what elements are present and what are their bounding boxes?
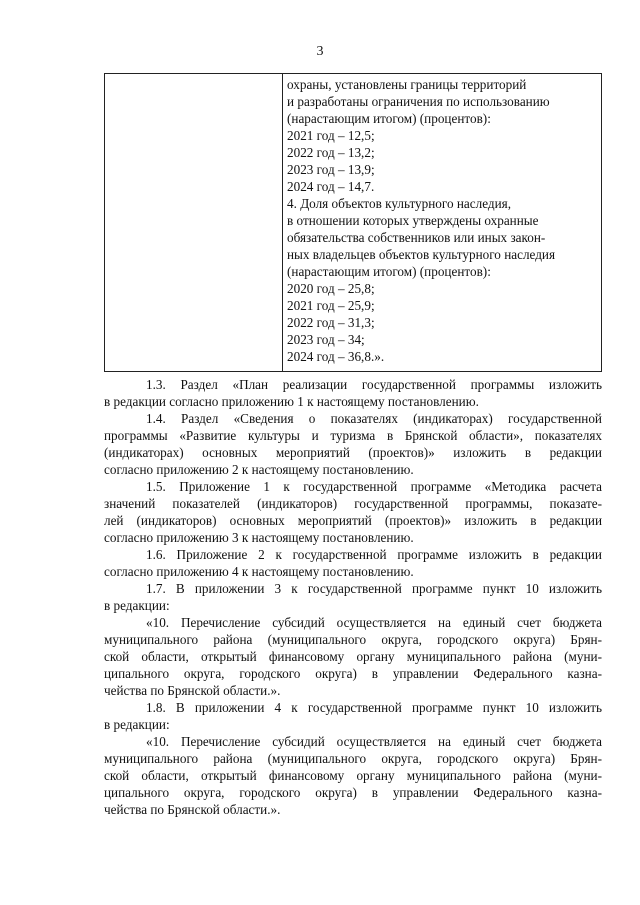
table-cell-line: 2021 год – 25,9;: [287, 298, 375, 313]
paragraph: [104, 478, 602, 546]
paragraph-line: 1.6. Приложение 2 к государственной программе изложить в редакции: [146, 547, 602, 562]
paragraph-line: 1.7. В приложении 3 к государственной программе пункт 10 изложить: [146, 581, 602, 596]
paragraph-line: муниципального района (муниципального округа, городского округа) Брян-: [104, 751, 602, 766]
page-number: 3: [316, 44, 324, 59]
paragraph: [104, 699, 602, 733]
paragraph-line: 1.4. Раздел «Сведения о показателях (индикаторах) государственной: [146, 411, 602, 426]
table-right-cell: [287, 76, 597, 365]
indicator-table: [104, 73, 602, 372]
table-cell-line: и разработаны ограничения по использованию: [287, 94, 550, 109]
table-cell-line: охраны, установлены границы территорий: [287, 77, 527, 92]
paragraph-line: 1.5. Приложение 1 к государственной программе «Методика расчета: [146, 479, 602, 494]
paragraph-line: в редакции согласно приложению 1 к настоящему постановлению.: [104, 394, 479, 409]
document-body: [104, 376, 602, 818]
paragraph-line: значений показателей (индикаторов) государственной программы, показате-: [104, 496, 602, 511]
paragraph-line: ципального округа, городского округа) в управлении Федерального казна-: [104, 666, 602, 681]
paragraph-line: программы «Развитие культуры и туризма в Брянской области», показателях: [104, 428, 602, 443]
table-cell-line: 2023 год – 34;: [287, 332, 365, 347]
paragraph-line: согласно приложению 2 к настоящему постановлению.: [104, 462, 414, 477]
paragraph-line: (индикаторах) основных мероприятий (проектов)» изложить в редакции: [104, 445, 602, 460]
table-cell-line: (нарастающим итогом) (процентов):: [287, 111, 491, 126]
table-cell-line: 4. Доля объектов культурного наследия,: [287, 196, 512, 211]
table-cell-line: 2020 год – 25,8;: [287, 281, 375, 296]
paragraph: [104, 546, 602, 580]
paragraph-line: в редакции:: [104, 598, 170, 613]
paragraph-line: муниципального района (муниципального округа, городского округа) Брян-: [104, 632, 602, 647]
paragraph-line: чейства по Брянской области.».: [104, 683, 281, 698]
paragraph: [104, 614, 602, 699]
table-cell-line: 2023 год – 13,9;: [287, 162, 375, 177]
paragraph-line: 1.3. Раздел «План реализации государственной программы изложить: [146, 377, 602, 392]
paragraph-line: в редакции:: [104, 717, 170, 732]
table-column-divider: [282, 74, 283, 371]
table-cell-line: обязательства собственников или иных закон-: [287, 230, 546, 245]
paragraph-line: ципального округа, городского округа) в управлении Федерального казна-: [104, 785, 602, 800]
table-cell-line: 2021 год – 12,5;: [287, 128, 375, 143]
table-cell-line: 2024 год – 36,8.».: [287, 349, 385, 364]
paragraph-line: согласно приложению 3 к настоящему постановлению.: [104, 530, 414, 545]
paragraph: [104, 580, 602, 614]
table-cell-line: 2022 год – 31,3;: [287, 315, 375, 330]
paragraph-line: ской области, открытый финансовому органу муниципального района (муни-: [104, 649, 602, 664]
paragraph-line: чейства по Брянской области.».: [104, 802, 281, 817]
paragraph: [104, 410, 602, 478]
table-cell-line: 2024 год – 14,7.: [287, 179, 375, 194]
paragraph: [104, 376, 602, 410]
table-cell-line: (нарастающим итогом) (процентов):: [287, 264, 491, 279]
paragraph-line: 1.8. В приложении 4 к государственной программе пункт 10 изложить: [146, 700, 602, 715]
table-cell-line: 2022 год – 13,2;: [287, 145, 375, 160]
paragraph-line: лей (индикаторов) основных мероприятий (проектов)» изложить в редакции: [104, 513, 602, 528]
paragraph-line: «10. Перечисление субсидий осуществляется на единый счет бюджета: [146, 615, 602, 630]
paragraph-line: согласно приложению 4 к настоящему постановлению.: [104, 564, 414, 579]
paragraph-line: ской области, открытый финансовому органу муниципального района (муни-: [104, 768, 602, 783]
table-cell-line: в отношении которых утверждены охранные: [287, 213, 539, 228]
table-cell-line: ных владельцев объектов культурного наследия: [287, 247, 556, 262]
paragraph: [104, 733, 602, 818]
paragraph-line: «10. Перечисление субсидий осуществляется на единый счет бюджета: [146, 734, 602, 749]
